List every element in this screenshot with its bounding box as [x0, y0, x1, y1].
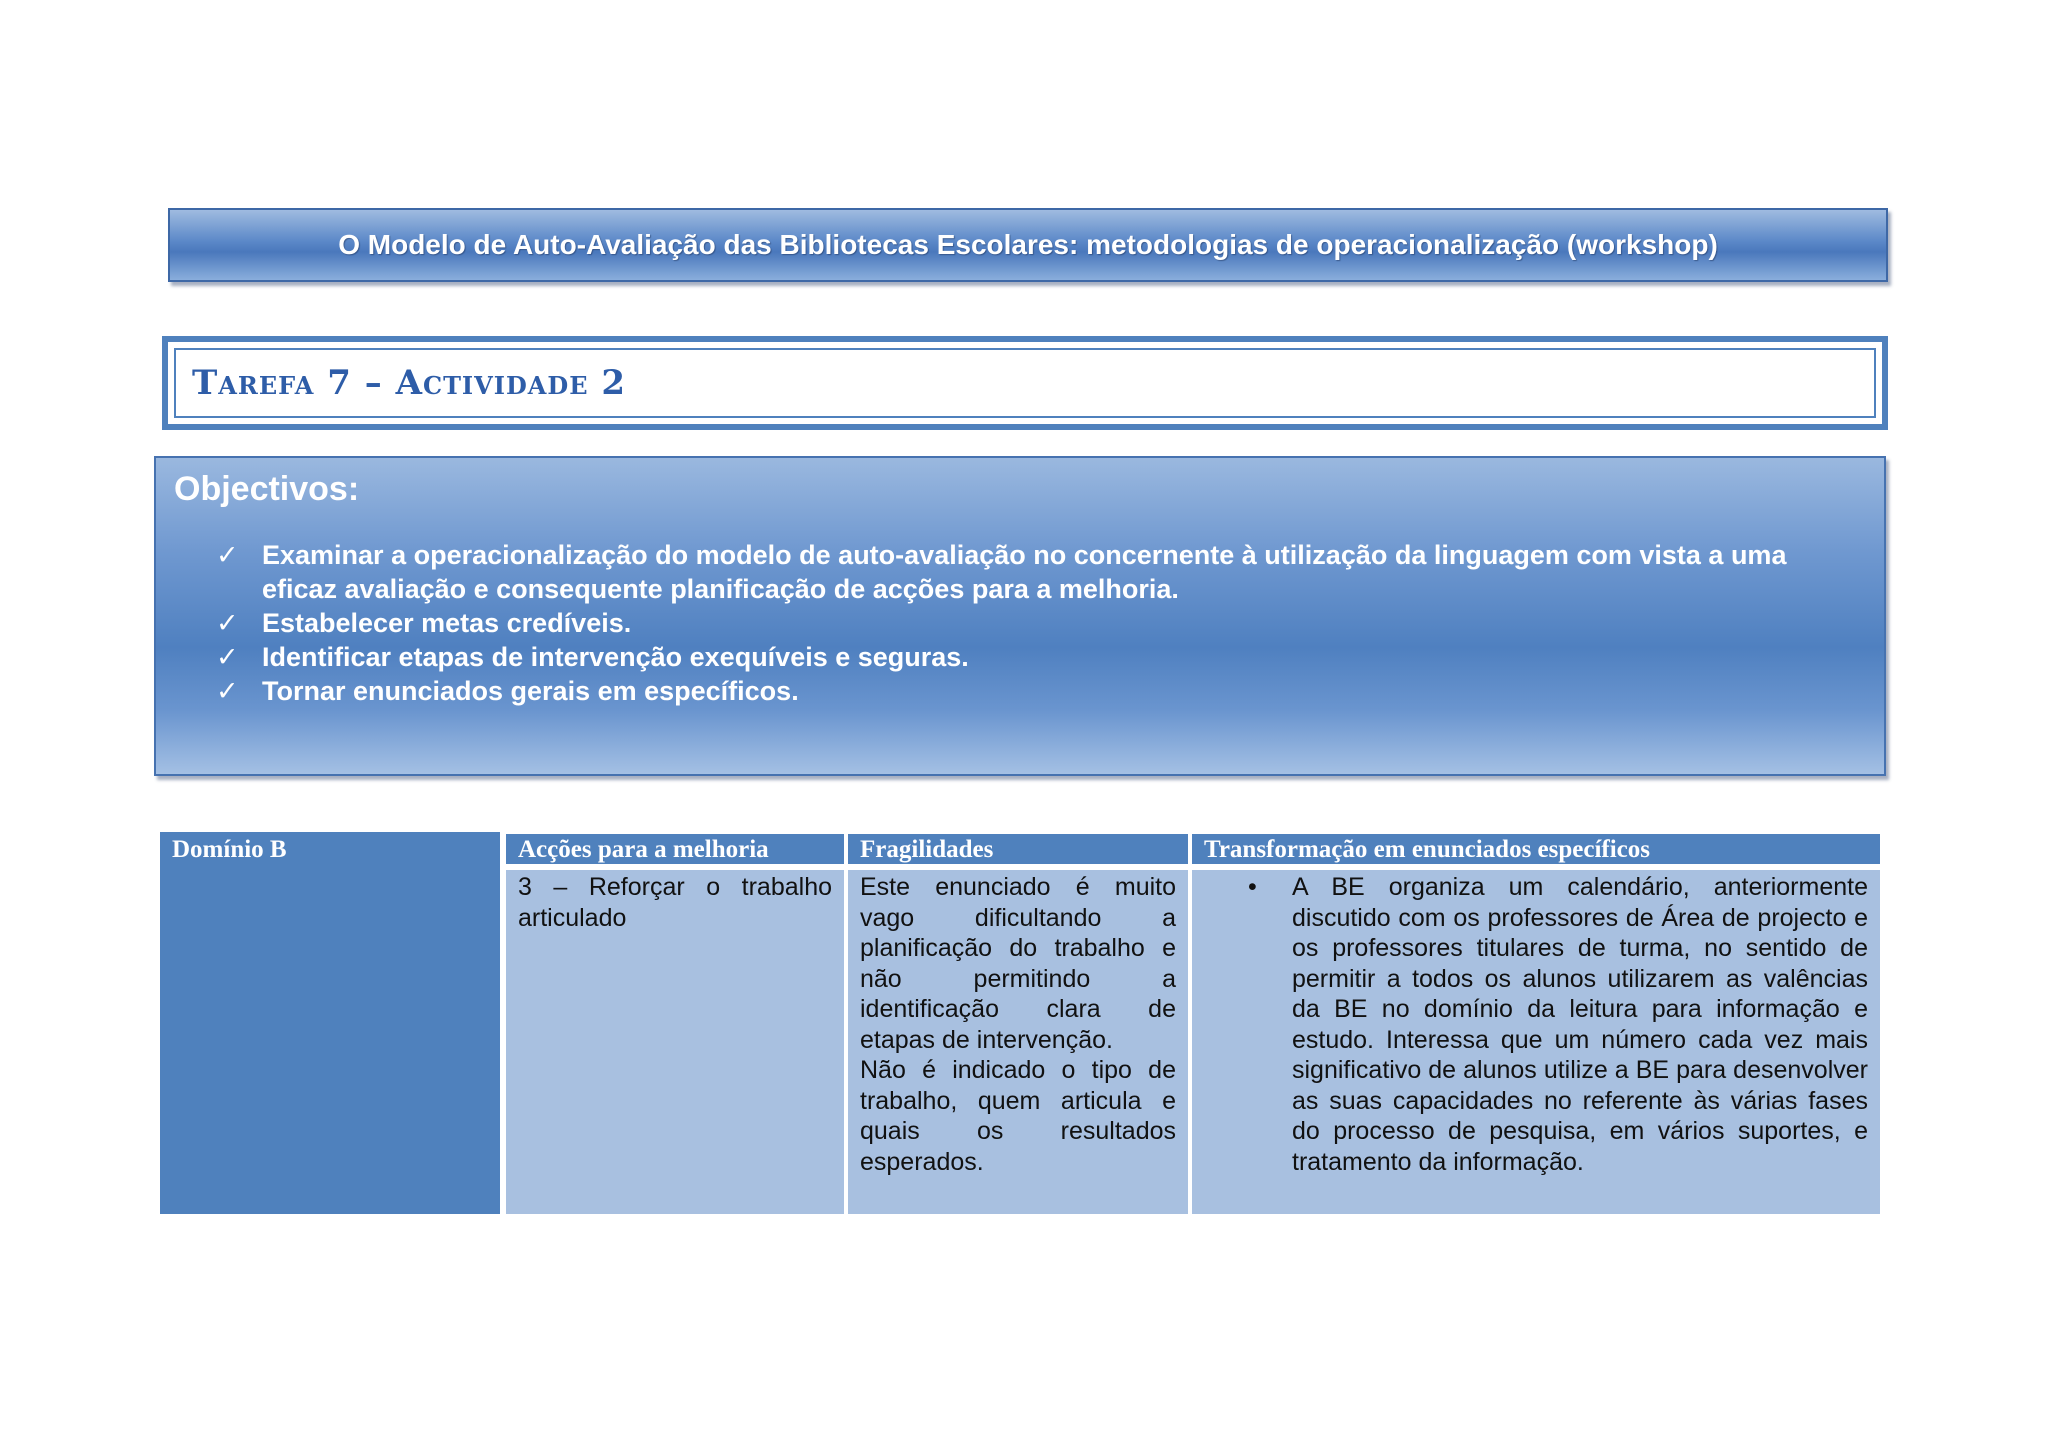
objectives-heading: Objectivos: — [174, 470, 360, 508]
weakness-text: Não é indicado o tipo de trabalho, quem articula e quais os resultados esperados. — [860, 1056, 1176, 1176]
objectives-list — [216, 538, 1854, 708]
objective-text: Tornar enunciados gerais em específicos. — [262, 676, 799, 706]
objectives-panel — [154, 456, 1886, 776]
task-title-box — [162, 336, 1888, 430]
bullet-icon: • — [1248, 873, 1257, 901]
transformation-text: A BE organiza um calendário, anteriormente discutido com os professores de Área de projecto e os professores titulares de turma, no sentido de permitir a todos os alunos utilizarem as valências da BE no domínio da leitura para informação e estudo. Interessa que um número cada vez mais significativo de alunos utilize a BE para desenvolver as suas capacidades no referente às várias fases do processo de pesquisa, em vários suportes, e tratamento da informação. — [1292, 873, 1868, 1176]
checkmark-icon: ✓ — [216, 642, 239, 672]
objective-item — [216, 674, 1854, 708]
weakness-text: Este enunciado é muito vago dificultando a planificação do trabalho e não permitindo a identificação clara de etapas de intervenção. — [860, 873, 1176, 1054]
transformation-cell — [1192, 870, 1880, 1214]
objective-text: Examinar a operacionalização do modelo de auto-avaliação no concernente à utilização da linguagem com vista a uma eficaz avaliação e consequente planificação de acções para a melhoria. — [262, 540, 1787, 604]
column-header-actions: Acções para a melhoria — [506, 834, 844, 864]
domain-cell — [160, 832, 500, 1214]
improvement-table — [160, 832, 1880, 1214]
column-header-transformation: Transformação em enunciados específicos — [1192, 834, 1880, 864]
action-text: 3 – Reforçar o trabalho articulado — [518, 873, 832, 932]
checkmark-icon: ✓ — [216, 676, 239, 706]
objective-item — [216, 538, 1854, 606]
action-cell — [506, 870, 844, 1214]
objective-text: Identificar etapas de intervenção exequíveis e seguras. — [262, 642, 969, 672]
workshop-banner — [168, 208, 1888, 282]
weakness-cell — [848, 870, 1188, 1214]
objective-item — [216, 606, 1854, 640]
workshop-banner-text: O Modelo de Auto-Avaliação das Bibliotecas Escolares: metodologias de operacionalização (workshop) — [338, 229, 1718, 260]
checkmark-icon: ✓ — [216, 608, 239, 638]
objective-item — [216, 640, 1854, 674]
objective-text: Estabelecer metas credíveis. — [262, 608, 632, 638]
task-title-frame — [174, 348, 1876, 418]
task-title: Tarefa 7 – Actividade 2 — [192, 363, 627, 403]
domain-label: Domínio B — [172, 836, 287, 863]
column-header-weaknesses: Fragilidades — [848, 834, 1188, 864]
transformation-item — [1204, 872, 1868, 1177]
checkmark-icon: ✓ — [216, 540, 239, 570]
